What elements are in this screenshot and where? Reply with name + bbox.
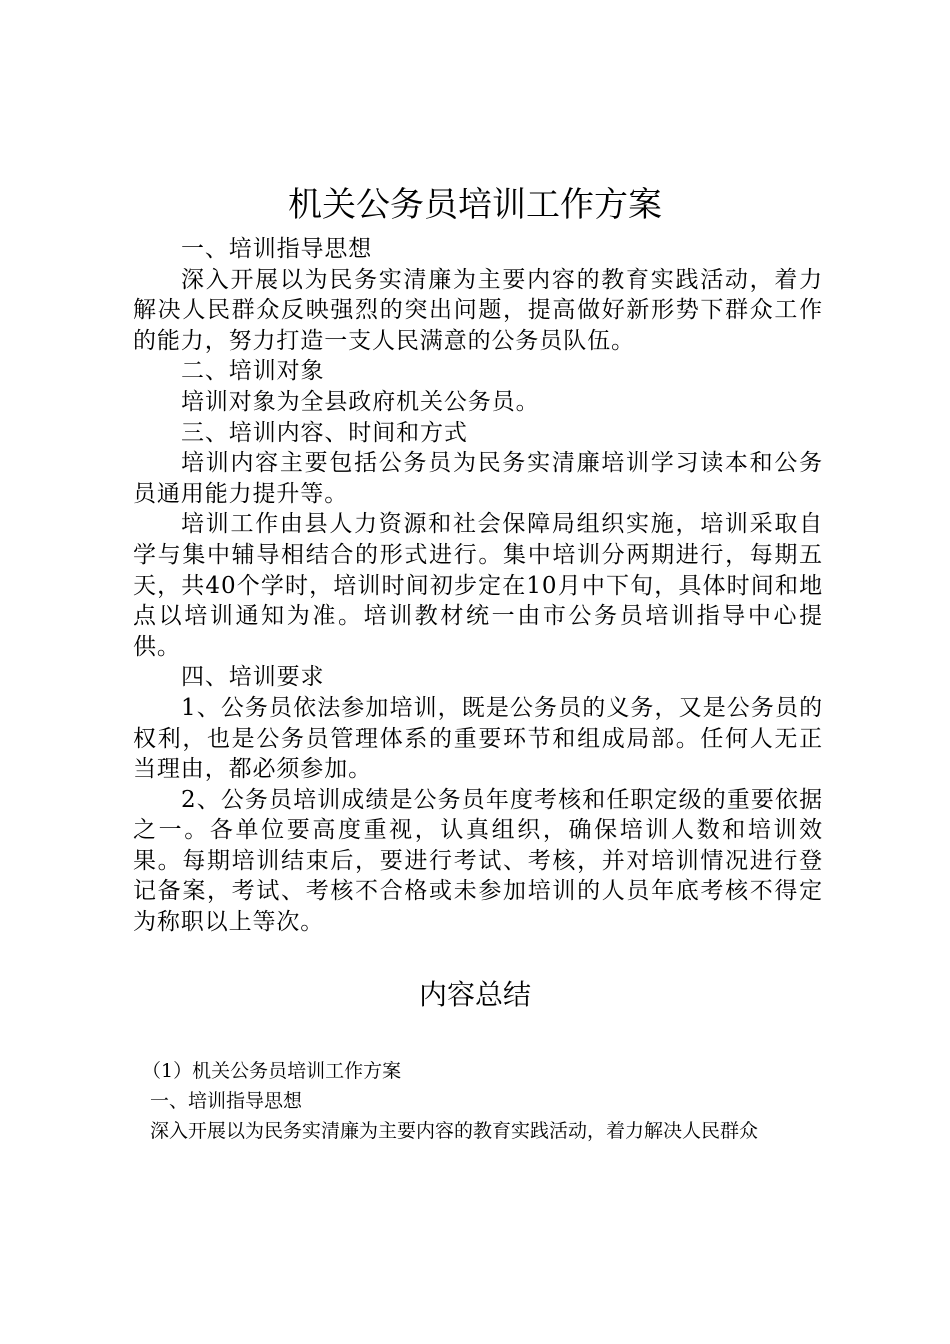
paragraph: 培训对象为全县政府机关公务员。 xyxy=(181,388,540,415)
summary-line: 深入开展以为民务实清廉为主要内容的教育实践活动，着力解决人民群众 xyxy=(150,1120,759,1142)
paragraph: 2、公务员培训成绩是公务员年度考核和任职定级的重要依据之一。各单位要高度重视，认真组织，确保培训人数和培训效果。每期培训结束后，要进行考试、考核，并对培训情况进行登记备案，考试、考核不合格或未参加培训的人员年底考核不得定为称职以上等次。 xyxy=(133,786,823,936)
document-title: 机关公务员培训工作方案 xyxy=(288,185,662,225)
summary-line: （1）机关公务员培训工作方案 xyxy=(142,1060,402,1082)
section-heading: 三、培训内容、时间和方式 xyxy=(181,419,468,446)
section-heading: 一、培训指导思想 xyxy=(181,236,373,262)
paragraph: 深入开展以为民务实清廉为主要内容的教育实践活动，着力解决人民群众反映强烈的突出问题，提高做好新形势下群众工作的能力，努力打造一支人民满意的公务员队伍。 xyxy=(133,266,823,354)
section-heading: 二、培训对象 xyxy=(181,358,325,385)
summary-block xyxy=(142,1056,832,1146)
paragraph: 1、公务员依法参加培训，既是公务员的义务，又是公务员的权利，也是公务员管理体系的重要环节和组成局部。任何人无正当理由，都必须参加。 xyxy=(133,694,823,783)
document-body xyxy=(133,234,823,938)
summary-line: 一、培训指导思想 xyxy=(150,1090,303,1112)
paragraph: 培训内容主要包括公务员为民务实清廉培训学习读本和公务员通用能力提升等。 xyxy=(133,450,823,507)
section-heading: 四、培训要求 xyxy=(181,664,325,691)
paragraph: 培训工作由县人力资源和社会保障局组织实施，培训采取自学与集中辅导相结合的形式进行。集中培训分两期进行，每期五天，共40个学时，培训时间初步定在10月中下旬，具体时间和地点以培训通知为准。培训教材统一由市公务员培训指导中心提供。 xyxy=(133,511,823,660)
summary-title: 内容总结 xyxy=(418,978,531,1011)
